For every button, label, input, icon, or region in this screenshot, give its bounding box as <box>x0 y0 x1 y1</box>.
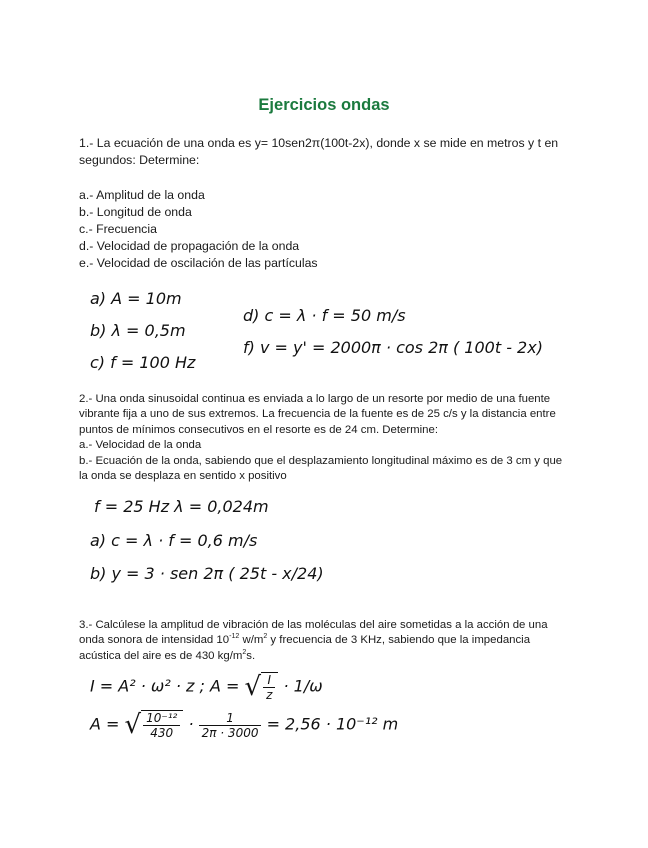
ex3-eq1-tail: · 1/ω <box>283 676 323 696</box>
ex1-items <box>79 187 579 272</box>
ex3-eq1-num: I <box>263 673 275 688</box>
ex3-line-3: acústica del aire es de 430 $kg/m^2s$. <box>79 649 256 662</box>
ex2-statement <box>79 392 589 484</box>
sqrt-symbol: √ <box>244 672 262 702</box>
ex2-answer-b: b) y = 3 · sen 2π ( 25t - x/24) <box>90 564 324 583</box>
ex1-statement-line1: 1.- La ecuación de una onda es y= 10sen2π(100t-2x), donde x se mide en metros y t en <box>79 136 559 150</box>
ex3-eq1-lhs: I = A² · ω² · z ; A = <box>90 676 240 696</box>
ex2-answer-a: a) c = λ · f = 0,6 m/s <box>90 531 258 550</box>
ex1-item-e: e.- Velocidad de oscilación de las partículas <box>79 256 318 270</box>
ex1-statement-line2: segundos: Determine: <box>79 153 200 167</box>
sqrt-symbol-2: √ <box>124 710 142 740</box>
ex2-line-5: b.- Ecuación de la onda, sabiendo que el desplazamiento longitudinal máximo es de 3 cm y que <box>79 454 563 467</box>
ex2-line-2: vibrante fija a uno de sus extremos. La frecuencia de la fuente es de 25 c/s y la distancia entre <box>79 408 556 421</box>
ex3-answer-eq2 <box>90 710 398 740</box>
ex1-answer-b: b) λ = 0,5m <box>90 321 186 340</box>
ex3-answer-eq1 <box>90 672 323 702</box>
ex1-answer-c: c) f = 100 Hz <box>90 353 196 372</box>
ex3-eq2-lhs: A = <box>90 714 120 734</box>
ex2-line-1: 2.- Una onda sinusoidal continua es enviada a lo largo de un resorte por medio de una fuente <box>79 393 551 405</box>
ex3-eq2-num: 10⁻¹² <box>143 711 180 726</box>
ex1-item-b: b.- Longitud de onda <box>79 205 192 219</box>
ex3-eq2-mid: · <box>188 714 194 734</box>
ex3-eq1-den: z <box>266 688 273 702</box>
ex1-statement <box>79 135 579 169</box>
ex1-answer-a: a) A = 10m <box>90 289 182 308</box>
ex3-eq2-num2: 1 <box>199 711 262 726</box>
ex2-line-6: la onda se desplaza en sentido x positivo <box>79 470 287 483</box>
ex3-eq2-den2: 2π · 3000 <box>201 725 259 740</box>
ex1-item-d: d.- Velocidad de propagación de la onda <box>79 239 300 253</box>
ex1-item-c: c.- Frecuencia <box>79 222 157 236</box>
ex2-line-3: puntos de mínimos consecutivos en el resorte es de 24 cm. Determine: <box>79 423 438 436</box>
ex3-statement <box>79 618 589 664</box>
ex2-line-4: a.- Velocidad de la onda <box>79 439 202 452</box>
ex2-answer-given: f = 25 Hz λ = 0,024m <box>94 497 269 516</box>
ex3-eq2-den: 430 <box>150 726 174 740</box>
ex1-item-a: a.- Amplitud de la onda <box>79 188 205 202</box>
page-title: Ejercicios ondas <box>258 96 390 114</box>
ex3-line-1: 3.- Calcúlese la amplitud de vibración de las moléculas del aire sometidas a la acción de una <box>79 619 548 631</box>
ex3-eq2-rhs: = 2,56 · 10⁻¹² m <box>266 714 399 734</box>
ex1-answer-d: d) c = λ · f = 50 m/s <box>243 306 406 325</box>
ex1-answer-f: f) v = y' = 2000π · cos 2π ( 100t - 2x) <box>243 338 543 357</box>
ex3-line-2: onda sonora de intensidad $10^{-12}$ $w/m^2$ y frecuencia de 3 KHz, sabiendo que la impedancia <box>79 633 531 647</box>
